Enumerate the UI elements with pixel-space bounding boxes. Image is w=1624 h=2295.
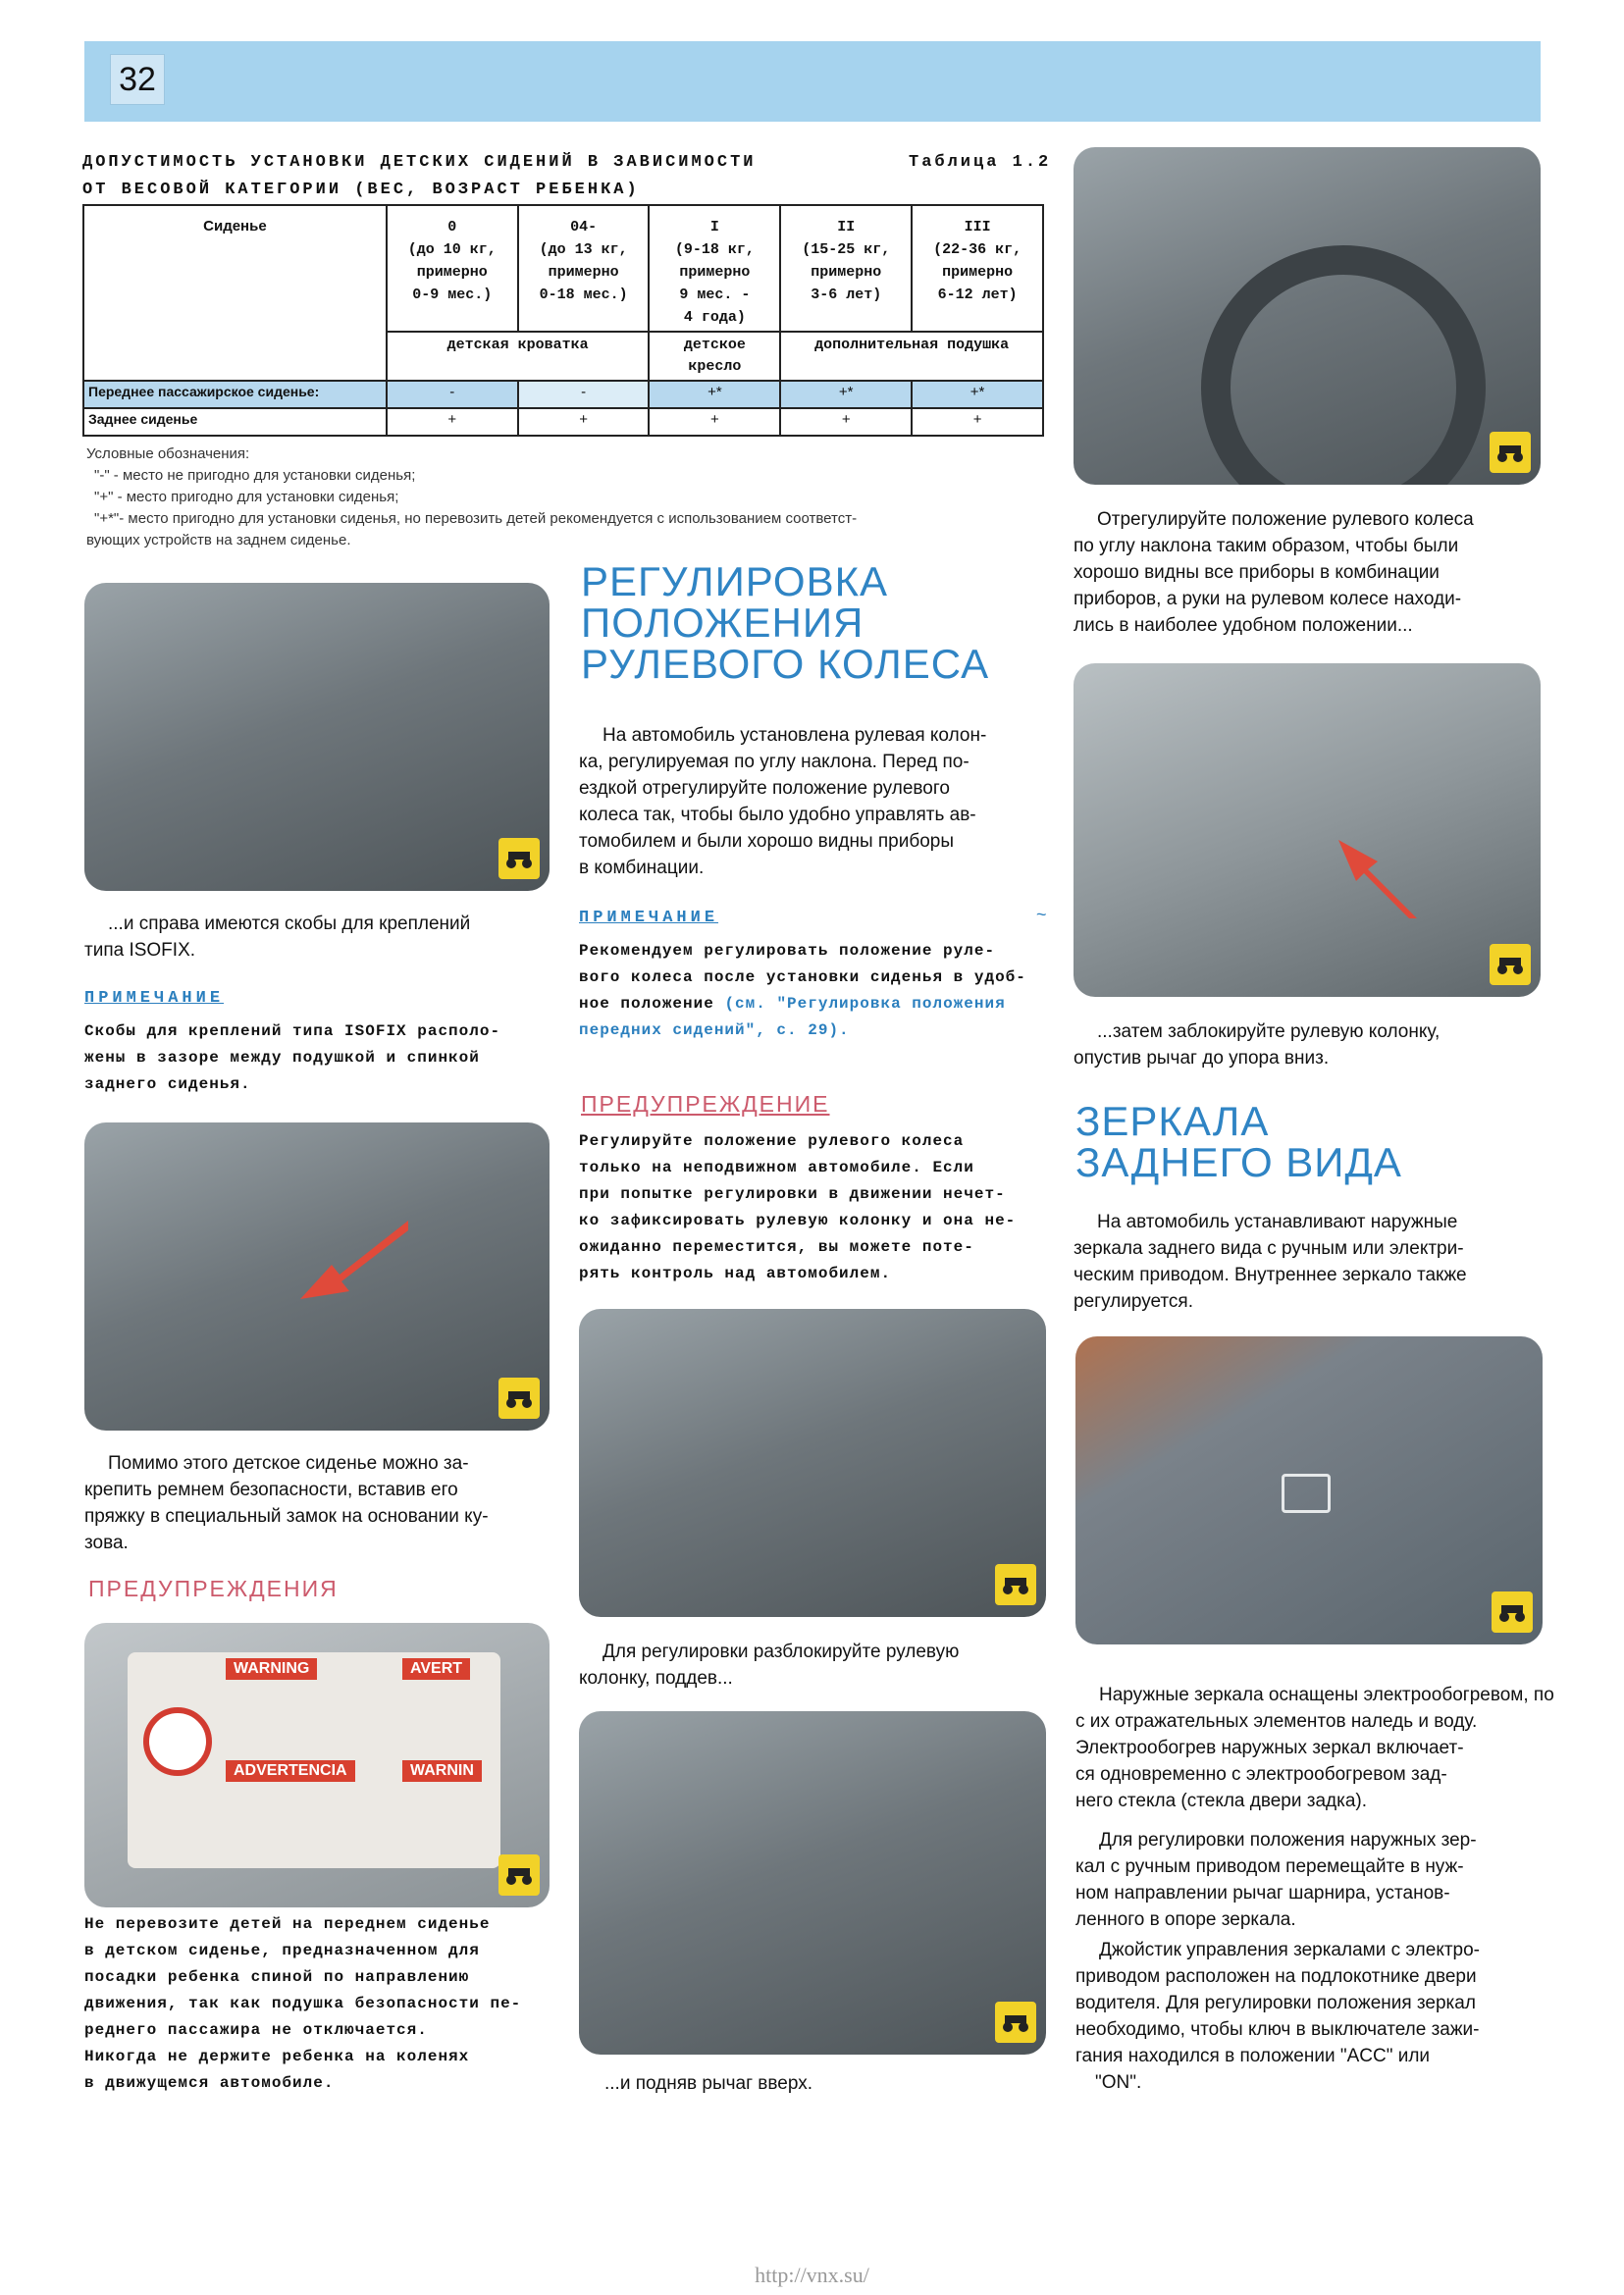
paragraph-steering: На автомобиль установлена рулевая колон- ка, регулируемая по углу наклона. Перед по- ездкой отрегулируйте положение рулевого колеса так, чтобы было удобно управлять ав- томобилем и были хорошо видны приборы в комбинации. [579, 725, 987, 878]
child-seat-table [82, 204, 1044, 437]
page-number: 32 [110, 54, 165, 105]
caption-lift: ...и подняв рычаг вверх. [604, 2073, 812, 2094]
warning-heading: ПРЕДУПРЕЖДЕНИЯ [88, 1576, 339, 1601]
table-title-line: ДОПУСТИМОСТЬ УСТАНОВКИ ДЕТСКИХ СИДЕНИЙ В ЗАВИСИМОСТИ [82, 153, 757, 172]
photo-airbag-warning-sticker [84, 1623, 550, 1907]
sticker-warning: WARNIN [402, 1760, 482, 1782]
photo-steering-wheel [1074, 147, 1541, 485]
paragraph-mirrors: На автомобиль устанавливают наружные зеркала заднего вида с ручным или электри- ческим приводом. Внутреннее зеркало также регулируется. [1074, 1212, 1467, 1312]
table-title-line: ОТ ВЕСОВОЙ КАТЕГОРИИ (ВЕС, ВОЗРАСТ РЕБЕНКА) [82, 181, 640, 199]
row-name: Переднее пассажирское сиденье: [83, 381, 387, 408]
photo-badge [1490, 944, 1531, 985]
weight-column-header: I (9-18 кг, примерно 9 мес. - 4 года) [649, 205, 780, 332]
photo-unlock-lever [579, 1309, 1046, 1617]
photo-badge [1490, 432, 1531, 473]
table-title [82, 149, 1044, 204]
legend-item: вующих устройств на заднем сиденье. [86, 532, 351, 548]
table-row [83, 408, 1043, 436]
warning-sticker [128, 1652, 500, 1868]
caption-lock: ...затем заблокируйте рулевую колонку, опустив рычаг до упора вниз. [1074, 1021, 1441, 1069]
photo-badge [995, 1564, 1036, 1605]
paragraph-heating: Наружные зеркала оснащены электрообогревом, по с их отражательных элементов наледь и воду. Электрообогрев наружных зеркал включает- ся одновременно с электрообогревом зад- него стекла (стекла двери задка). [1075, 1685, 1554, 1811]
paragraph-joystick: Джойстик управления зеркалами с электро- приводом расположен на подлокотнике двери водителя. Для регулировки положения зеркал необходимо, чтобы ключ в выключателе зажи- гания находился в положении "ACC" или "ON". [1075, 1940, 1481, 2093]
photo-seat-belt-buckle [84, 1122, 550, 1431]
seat-group: детская кроватка [387, 332, 650, 381]
legend-title: Условные обозначения: [86, 445, 250, 462]
note-text: Скобы для креплений типа ISOFIX располо- жены в зазоре между подушкой и спинкой заднего сиденья. [84, 1022, 501, 1093]
photo-badge [498, 1854, 540, 1896]
paragraph-belt: Помимо этого детское сиденье можно за- крепить ремнем безопасности, вставив его пряжку в специальный замок на основании ку- зова. [84, 1453, 489, 1553]
photo-badge [498, 1378, 540, 1419]
row-name: Заднее сиденье [83, 408, 387, 436]
weight-column-header: II (15-25 кг, примерно 3-6 лет) [780, 205, 912, 332]
tilde-mark: ~ [1036, 905, 1047, 924]
red-arrow-icon [1338, 840, 1417, 918]
weight-column-header: 0 (до 10 кг, примерно 0-9 мес.) [387, 205, 518, 332]
table-cell: - [387, 381, 518, 408]
note-heading: ПРИМЕЧАНИЕ [84, 989, 225, 1008]
photo-isofix-bracket [84, 583, 550, 891]
table-cell: +* [780, 381, 912, 408]
red-arrow-icon [281, 1221, 408, 1309]
photo-badge [995, 2002, 1036, 2043]
legend-item: "+*"- место пригодно для установки сиденья, но перевозить детей рекомендуется с использованием соответст- [94, 510, 858, 527]
note-heading: ПРИМЕЧАНИЕ [579, 909, 719, 927]
legend-item: "-" - место не пригодно для установки сиденья; [94, 467, 416, 484]
weight-column-header: III (22-36 кг, примерно 6-12 лет) [912, 205, 1043, 332]
warning-heading: ПРЕДУПРЕЖДЕНИЕ [581, 1091, 830, 1117]
photo-lift-lever [579, 1711, 1046, 2055]
legend-item: "+" - место пригодно для установки сиденья; [94, 489, 399, 505]
sticker-warning: WARNING [226, 1658, 317, 1680]
note-text: Рекомендуем регулировать положение руле- вого колеса после установки сиденья в удоб- ное положение (см. "Регулировка положения передних сидений", с. 29). [579, 942, 1026, 1039]
table-label: Таблица 1.2 [909, 153, 1052, 172]
table-cell: + [780, 408, 912, 436]
caption-unlock: Для регулировки разблокируйте рулевую колонку, поддев... [579, 1642, 960, 1689]
no-child-seat-icon [143, 1707, 212, 1776]
section-heading-steering: РЕГУЛИРОВКА ПОЛОЖЕНИЯ РУЛЕВОГО КОЛЕСА [581, 558, 990, 687]
seat-group: детское кресло [649, 332, 780, 381]
table-cell: +* [649, 381, 780, 408]
footer-url[interactable]: http://vnx.su/ [755, 2263, 869, 2287]
table-cell: + [518, 408, 650, 436]
table-legend [86, 443, 1048, 551]
steering-wheel [1201, 245, 1486, 485]
seat-header: Сиденье [83, 205, 387, 381]
header-bar [84, 41, 1541, 122]
section-heading-mirrors: ЗЕРКАЛА ЗАДНЕГО ВИДА [1075, 1098, 1402, 1185]
sticker-warning: AVERT [402, 1658, 470, 1680]
table-cell: + [912, 408, 1043, 436]
photo-badge [1492, 1591, 1533, 1633]
photo-badge [498, 838, 540, 879]
sticker-warning: ADVERTENCIA [226, 1760, 355, 1782]
table-cell: + [649, 408, 780, 436]
mirror-heater-icon [1282, 1474, 1331, 1513]
photo-lock-lever [1074, 663, 1541, 997]
table-cell: + [387, 408, 518, 436]
caption-isofix: ...и справа имеются скобы для креплений типа ISOFIX. [84, 913, 471, 961]
table-cell: - [518, 381, 650, 408]
paragraph-manual: Для регулировки положения наружных зер- кал с ручным приводом перемещайте в нуж- ном направлении рычаг шарнира, установ- ленного в опоре зеркала. [1075, 1830, 1477, 1930]
weight-column-header: 04- (до 13 кг, примерно 0-18 мес.) [518, 205, 650, 332]
seat-group: дополнительная подушка [780, 332, 1043, 381]
photo-heated-mirror [1075, 1336, 1543, 1644]
paragraph-adjust: Отрегулируйте положение рулевого колеса по углу наклона таким образом, чтобы были хорошо видны все приборы в комбинации приборов, а руки на рулевом колесе находи- лись в наиболее удобном положении... [1074, 509, 1474, 636]
warning-text: Не перевозите детей на переднем сиденье в детском сиденье, предназначенном для посадки ребенка спиной по направлению движения, так как подушка безопасности пе- реднего пассажира не отключается. Никогда не держите ребенка на коленях в движущемся автомобиле. [84, 1915, 522, 2092]
table-cell: +* [912, 381, 1043, 408]
table-row [83, 381, 1043, 408]
warning-text: Регулируйте положение рулевого колеса только на неподвижном автомобиле. Если при попытке регулировки в движении нечет- ко зафиксировать рулевую колонку и она не- ожиданно переместится, вы можете поте- рять контроль над автомобилем. [579, 1132, 1017, 1282]
